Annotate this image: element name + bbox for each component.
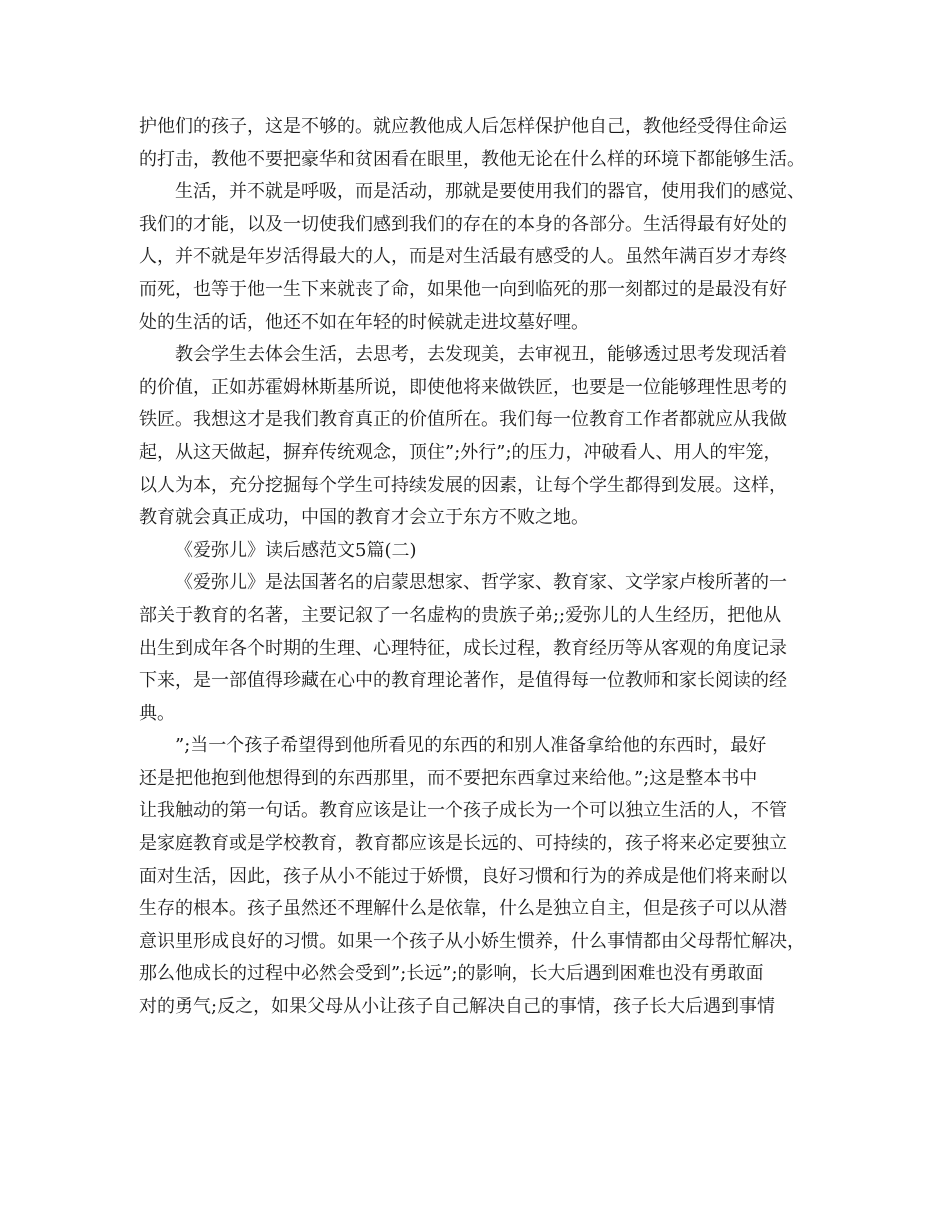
text-line: 的打击，教他不要把豪华和贫困看在眼里，教他无论在什么样的环境下都能够生活。 (139, 148, 805, 170)
text-line: 出生到成年各个时期的生理、心理特征，成长过程，教育经历等从客观的角度记录 (139, 637, 787, 659)
text-line: 那么他成长的过程中必然会受到”;长远”;的影响，长大后遇到困难也没有勇敢面 (139, 963, 764, 985)
text-line: 铁匠。我想这才是我们教育真正的价值所在。我们每一位教育工作者都就应从我做 (139, 409, 787, 431)
text-line: 我们的才能，以及一切使我们感到我们的存在的本身的各部分。生活得最有好处的 (139, 213, 787, 235)
text-line: 而死，也等于他一生下来就丧了命，如果他一向到临死的那一刻都过的是最没有好 (139, 278, 787, 300)
text-line: 的价值，正如苏霍姆林斯基所说，即使他将来做铁匠，也要是一位能够理性思考的 (139, 376, 787, 398)
text-line: 处的生活的话，他还不如在年轻的时候就走进坟墓好哩。 (139, 311, 589, 333)
section-heading: 《爱弥儿》读后感范文5篇(二) (175, 539, 417, 561)
text-line: 《爱弥儿》是法国著名的启蒙思想家、哲学家、教育家、文学家卢梭所著的一 (175, 572, 787, 594)
text-line: 对的勇气;反之，如果父母从小让孩子自己解决自己的事情，孩子长大后遇到事情 (139, 996, 776, 1018)
text-line: 部关于教育的名著，主要记叙了一名虚构的贵族子弟;;爱弥儿的人生经历，把他从 (139, 604, 782, 626)
text-line: 生存的根本。孩子虽然还不理解什么是依靠，什么是独立自主，但是孩子可以从潜 (139, 898, 787, 920)
text-line: 意识里形成良好的习惯。如果一个孩子从小娇生惯养，什么事情都由父母帮忙解决， (139, 930, 805, 952)
text-line: 护他们的孩子，这是不够的。就应教他成人后怎样保护他自己，教他经受得住命运 (139, 116, 787, 137)
text-line: 起，从这天做起，摒弃传统观念，顶住”;外行”;的压力，冲破看人、用人的牢笼， (139, 441, 782, 463)
text-line: 还是把他抱到他想得到的东西那里，而不要把东西拿过来给他。”;这是整本书中 (139, 767, 758, 789)
text-line: 下来，是一部值得珍藏在心中的教育理论著作，是值得每一位教师和家长阅读的经 (139, 670, 787, 692)
text-line: 典。 (139, 702, 175, 724)
text-line: 教育就会真正成功，中国的教育才会立于东方不败之地。 (139, 507, 589, 529)
text-line: 面对生活，因此，孩子从小不能过于娇惯，良好习惯和行为的养成是他们将来耐以 (139, 865, 787, 887)
text-line: 生活，并不就是呼吸，而是活动，那就是要使用我们的器官，使用我们的感觉、 (175, 181, 805, 203)
text-line: 教会学生去体会生活，去思考，去发现美，去审视丑，能够透过思考发现活着 (175, 344, 787, 366)
text-line: 让我触动的第一句话。教育应该是让一个孩子成长为一个可以独立生活的人，不管 (139, 800, 787, 822)
text-line: 是家庭教育或是学校教育，教育都应该是长远的、可持续的，孩子将来必定要独立 (139, 833, 787, 855)
text-line: 以人为本，充分挖掘每个学生可持续发展的因素，让每个学生都得到发展。这样， (139, 474, 787, 496)
text-line: ”;当一个孩子希望得到他所看见的东西的和别人准备拿给他的东西时，最好 (175, 735, 767, 757)
body-text (139, 111, 819, 1024)
text-line: 人，并不就是年岁活得最大的人，而是对生活最有感受的人。虽然年满百岁才寿终 (139, 246, 787, 268)
